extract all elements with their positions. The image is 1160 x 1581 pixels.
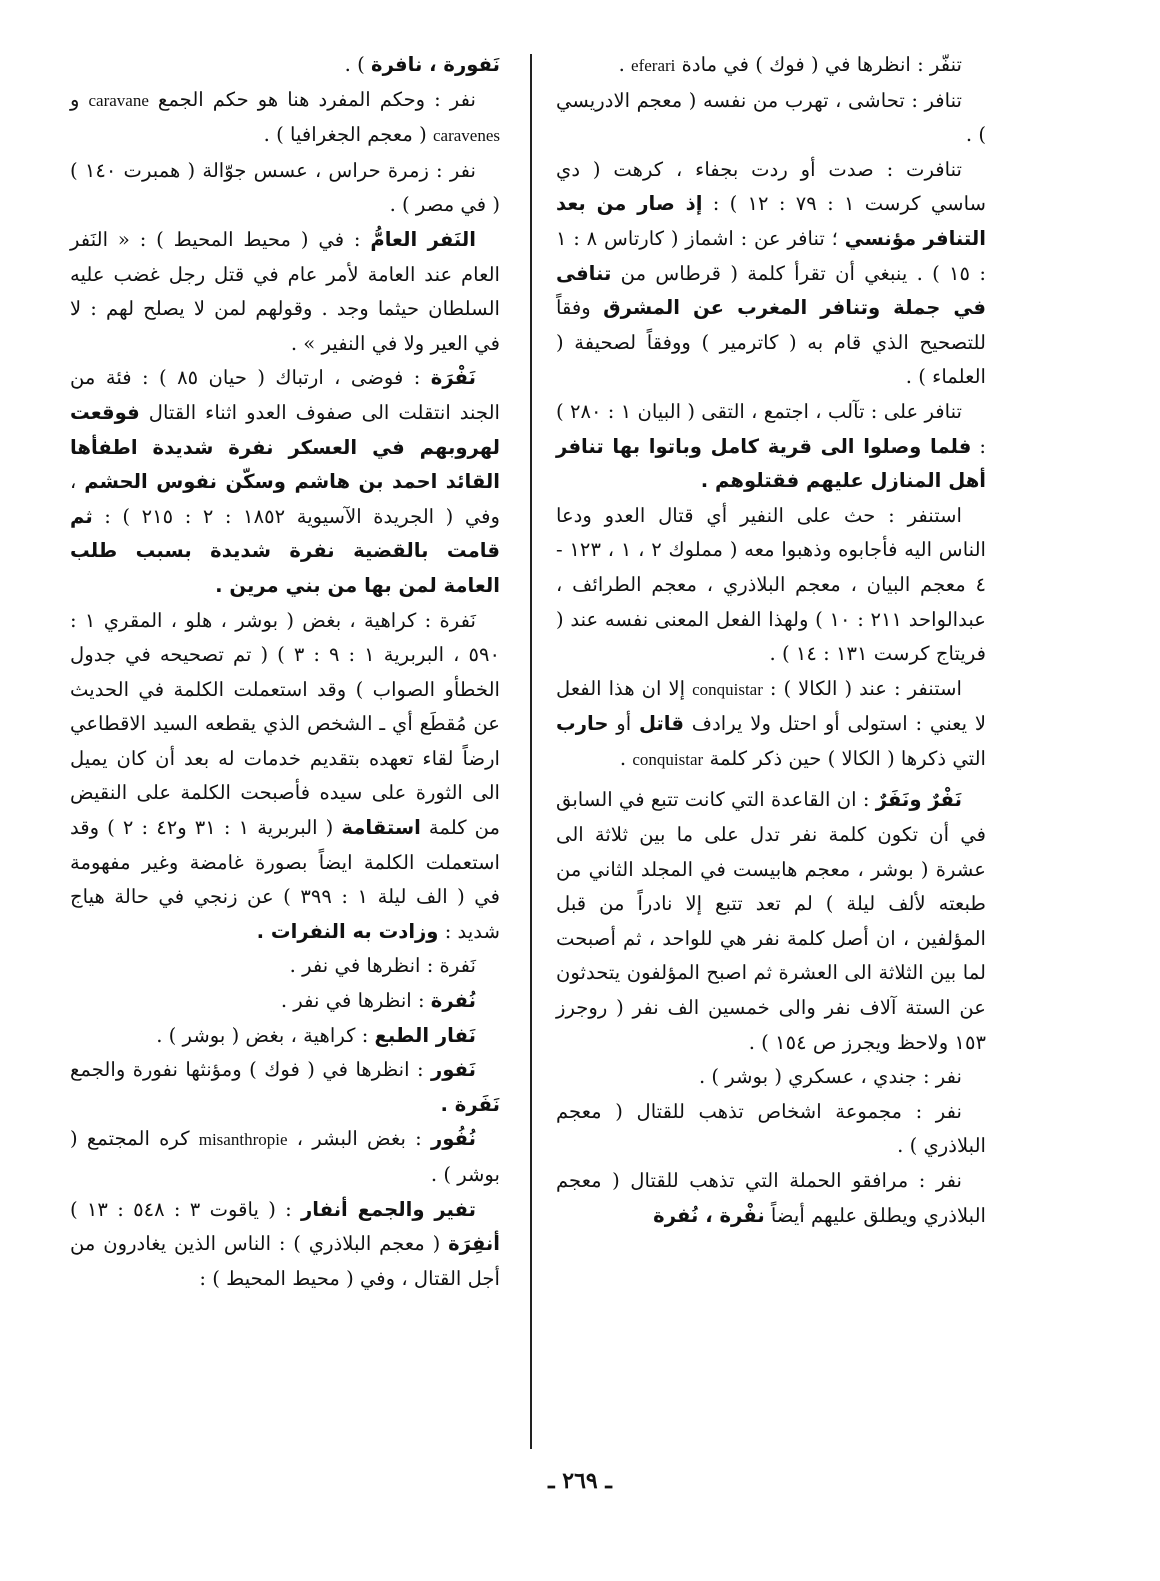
paragraph	[556, 499, 986, 672]
text-run: نفر : مجموعة اشخاص تذهب للقتال ( معجم البلاذري ) .	[556, 1099, 986, 1158]
bold-text: نَفْرٌ ونَفَرٌ	[875, 788, 963, 812]
bold-text: نَفَرة .	[440, 1092, 500, 1116]
text-run: نفر : جندي ، عسكري ( بوشر ) .	[698, 1065, 962, 1089]
latin-term: caravenes	[432, 126, 500, 146]
text-run: تنفّر : انظرها في ( فوك ) في مادة	[675, 53, 962, 76]
paragraph	[556, 1164, 986, 1233]
paragraph	[70, 223, 500, 361]
bold-text: استقامة	[341, 816, 421, 840]
bold-text: إذ صار من بعد التنافر مؤنسي	[556, 192, 986, 250]
text-run: : ان القاعدة التي كانت تتبع في السابق في أن تكون كلمة نفر تدل على ما بين ثلاثة الى عشرة ( بوشر ، معجم هابيست في المجلد الثاني من طبعته لألف ليلة ) لم تعد تتبع إلا نادراً من قبل المؤلفين ، ان أصل كلمة نفر هي للواحد ، ثم أصبحت لما بين الثلاثة الى العشرة ثم اصبح المؤلفون يتحدثون عن الستة آلاف نفر والى خمسين الف نفر ( روجرز ١٥٣ ولاحظ ويجرز ص ١٥٤ ) .	[556, 788, 986, 1054]
text-run: نفر : وحكم المفرد هنا هو حكم الجمع	[148, 87, 476, 111]
text-run: ( معجم الجغرافيا ) .	[263, 123, 433, 147]
paragraph	[70, 984, 500, 1019]
left-column	[70, 48, 500, 1296]
paragraph	[70, 1193, 500, 1297]
bold-text: فوقعت لهروبهم في العسكر نفرة شديدة اطفأها القائد احمد بن هاشم وسكّن نفوس الحشم	[70, 400, 500, 494]
text-run: ( معجم البلاذري ) : الناس الذين يغادرون من أجل القتال ، وفي ( محيط المحيط ) :	[70, 1232, 500, 1290]
column-divider	[530, 54, 532, 1449]
paragraph	[70, 48, 500, 83]
text-run: استنفر : حث على النفير أي قتال العدو ودعا الناس اليه فأجابوه وذهبوا معه ( مملوك ٢ ، ١ ، ١٢٣ - ٤ معجم البيان ، معجم البلاذري ، معجم الطرائف ، عبدالواحد ٢١١ : ١٠ ) ولهذا الفعل المعنى نفسه عند ( فريتاج كرست ١٣١ : ١٤ ) .	[556, 503, 986, 666]
bold-text: نَفْرَة	[430, 366, 477, 390]
paragraph	[556, 672, 986, 778]
text-run: تنافر على : تآلب ، اجتمع ، التقى ( البيان ١ : ٢٨٠ ) :	[556, 399, 986, 458]
text-run: نَفرة : انظرها في نفر .	[289, 954, 476, 978]
text-run: : انظرها في نفر .	[280, 989, 431, 1013]
text-run: وفقاً للتصحيح الذي قام به ( كاترمير ) ووفقاً لصحيفة ( العلماء ) .	[556, 296, 986, 389]
bold-text: تنافى في جملة وتنافر المغرب عن المشرق	[556, 261, 986, 320]
latin-term: conquistar	[632, 749, 704, 769]
right-column	[556, 48, 986, 1233]
text-run: ) .	[344, 53, 372, 76]
bold-text: قاتل	[638, 712, 684, 736]
text-run: التي ذكرها ( الكالا ) حين ذكر كلمة	[703, 746, 986, 770]
paragraph	[70, 83, 500, 154]
paragraph	[70, 154, 500, 223]
paragraph	[556, 48, 986, 84]
paragraph	[70, 604, 500, 950]
paragraph	[70, 361, 500, 603]
bold-text: ثم قامت بالقضية نفرة شديدة بسبب طلب العامة لمن بها من بني مرين .	[70, 504, 500, 597]
bold-text: حارب	[556, 712, 609, 736]
text-run: نَفرة : كراهية ، بغض ( بوشر ، هلو ، المقري ١ : ٥٩٠ ، البربرية ١ : ٩ : ٣ ) ( تم تصحيحه في جدول الخطأو الصواب ) وقد استعملت الكلمة في الحديث عن مُقطَع أي ـ الشخص الذي يقطعه السيد الاقطاعي ارضاً لقاء تعهده بتقديم خدمات له بعد أن كان يميل الى الثورة على سيده فأصبحت الكلمة على النقيض من كلمة	[70, 608, 501, 840]
text-run: استنفر : عند ( الكالا ) :	[762, 676, 962, 700]
paragraph	[556, 783, 986, 1060]
bold-text: وزادت به النفرات .	[256, 919, 439, 943]
paragraph	[70, 1122, 500, 1192]
text-run: ، وفي ( الجريدة الآسيوية ١٨٥٢ : ٢ : ٢١٥ ) :	[70, 470, 501, 528]
paragraph	[556, 395, 986, 499]
bold-text: فلما وصلوا الى قرية كامل وباتوا بها تنافر أهل المنازل عليهم فقتلوهم .	[556, 434, 986, 493]
bold-text: نُفُور	[430, 1127, 477, 1151]
latin-term: caravane	[88, 90, 149, 110]
paragraph	[556, 84, 986, 153]
text-run: .	[619, 746, 633, 770]
text-run: : بغض البشر ،	[287, 1127, 431, 1151]
text-run: : كراهية ، بغض ( بوشر ) .	[156, 1023, 375, 1047]
bold-text: أنفِرَة	[448, 1232, 500, 1256]
latin-term: conquistar	[692, 679, 763, 699]
text-run: : في ( محيط المحيط ) : « النَفر العام عند العامة لأمر عام في قتل رجل غضب عليه السلطان حيثما وجد . وقولهم لمن لا يصلح لهم : لا في العير ولا في النفير » .	[70, 227, 500, 355]
text-run: نفر : زمرة حراس ، عسس جوّالة ( همبرت ١٤٠ ) ( في مصر ) .	[70, 158, 500, 217]
bold-text: نَفورة ، نافرة	[371, 53, 500, 76]
bold-text: النَفر العامُّ	[370, 227, 476, 251]
paragraph	[70, 949, 500, 984]
bold-text: نفْرة ، نُفرة	[653, 1203, 765, 1227]
text-run: أو	[608, 712, 639, 736]
text-run: إلا ان هذا الفعل لا يعني : استولى أو احتل ولا يرادف	[556, 676, 986, 736]
text-run: نفر : مرافقو الحملة التي تذهب للقتال ( معجم البلاذري ويطلق عليهم أيضاً	[556, 1169, 986, 1227]
text-run: ( البربرية ١ : ٣١ و٤٢ : ٢ ) وقد استعملت الكلمة ايضاً بصورة غامضة وغير مفهومة في ( الف ليلة ١ : ٣٩٩ ) عن زنجي في حالة هياج شديد :	[70, 816, 501, 943]
text-run: : انظرها في ( فوك ) ومؤنثها نفورة والجمع	[70, 1058, 431, 1082]
bold-text: تفير والجمع أنفار	[300, 1197, 477, 1221]
paragraph	[556, 1060, 986, 1095]
bold-text: نُفرة	[430, 989, 476, 1013]
text-run: تنافرت : صدت أو ردت بجفاء ، كرهت ( دي ساسي كرست ١ : ٧٩ : ١٢ ) :	[556, 157, 986, 216]
latin-term: eferari	[631, 56, 676, 75]
latin-term: misanthropie	[198, 1130, 288, 1150]
text-run: تنافر : تحاشى ، تهرب من نفسه ( معجم الادريسي ) .	[556, 88, 986, 147]
paragraph	[70, 1019, 500, 1054]
text-run: : ( ياقوت ٣ : ٥٤٨ : ١٣ )	[70, 1197, 301, 1221]
text-run: .	[618, 53, 632, 76]
text-run: : فوضى ، ارتباك ( حيان ٨٥ ) : فئة من الجند انتقلت الى صفوف العدو اثناء القتال	[70, 366, 500, 424]
bold-text: نَفور	[430, 1058, 476, 1082]
text-run: كره المجتمع ( بوشر ) .	[70, 1127, 500, 1186]
text-run: ؛ تنافر عن : اشماز ( كارتاس ٨ : ١ : ١٥ ) . ينبغي أن تقرأ كلمة ( قرطاس من	[556, 226, 986, 285]
text-run: و	[70, 87, 89, 111]
paragraph	[556, 1095, 986, 1164]
paragraph	[556, 153, 986, 395]
paragraph	[70, 1053, 500, 1122]
bold-text: نَفار الطبع	[374, 1023, 476, 1047]
page-number: ـ ٢٦٩ ـ	[548, 1468, 612, 1494]
